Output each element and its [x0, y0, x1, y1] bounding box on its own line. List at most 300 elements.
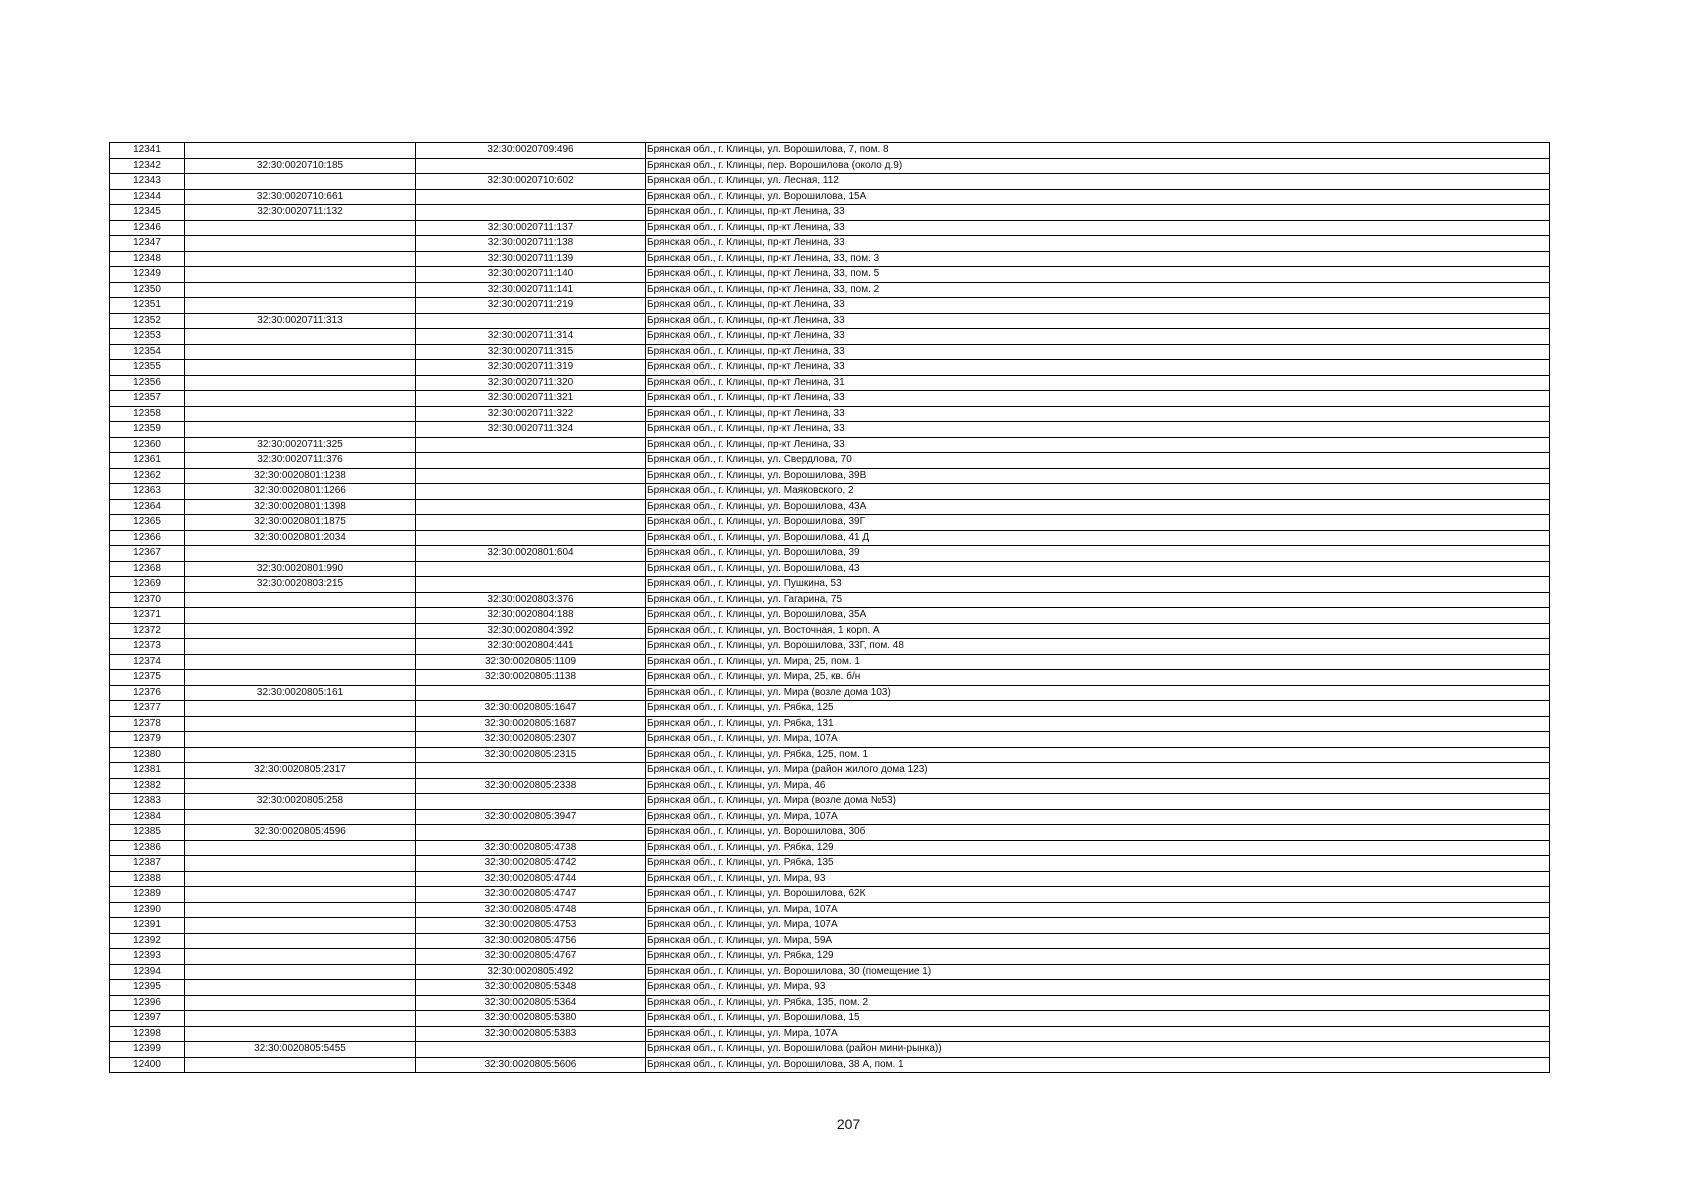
building-cadastral-number-cell: 32:30:0020709:496 — [416, 143, 646, 159]
address-cell: Брянская обл., г. Клинцы, ул. Рябка, 129 — [646, 949, 1550, 965]
land-cadastral-number-cell — [185, 995, 416, 1011]
land-cadastral-number-cell — [185, 778, 416, 794]
row-number-cell: 12360 — [110, 437, 185, 453]
row-number-cell: 12341 — [110, 143, 185, 159]
table-row — [110, 980, 1550, 996]
building-cadastral-number-cell: 32:30:0020804:188 — [416, 608, 646, 624]
row-number-cell: 12392 — [110, 933, 185, 949]
land-cadastral-number-cell — [185, 143, 416, 159]
building-cadastral-number-cell — [416, 499, 646, 515]
table-row — [110, 189, 1550, 205]
row-number-cell: 12345 — [110, 205, 185, 221]
table-row — [110, 313, 1550, 329]
records-sheet — [109, 142, 1549, 1073]
address-cell: Брянская обл., г. Клинцы, ул. Ворошилова, 43А — [646, 499, 1550, 515]
land-cadastral-number-cell — [185, 670, 416, 686]
address-cell: Брянская обл., г. Клинцы, пр-кт Ленина, 33 — [646, 329, 1550, 345]
table-row — [110, 344, 1550, 360]
row-number-cell: 12350 — [110, 282, 185, 298]
address-cell: Брянская обл., г. Клинцы, пр-кт Ленина, 33 — [646, 360, 1550, 376]
row-number-cell: 12371 — [110, 608, 185, 624]
land-cadastral-number-cell — [185, 654, 416, 670]
address-cell: Брянская обл., г. Клинцы, ул. Маяковского, 2 — [646, 484, 1550, 500]
building-cadastral-number-cell — [416, 205, 646, 221]
address-cell: Брянская обл., г. Клинцы, пр-кт Ленина, 33 — [646, 313, 1550, 329]
land-cadastral-number-cell — [185, 964, 416, 980]
land-cadastral-number-cell: 32:30:0020803:215 — [185, 577, 416, 593]
row-number-cell: 12389 — [110, 887, 185, 903]
building-cadastral-number-cell — [416, 158, 646, 174]
address-cell: Брянская обл., г. Клинцы, ул. Рябка, 125 — [646, 701, 1550, 717]
building-cadastral-number-cell: 32:30:0020805:4742 — [416, 856, 646, 872]
row-number-cell: 12384 — [110, 809, 185, 825]
table-row — [110, 778, 1550, 794]
building-cadastral-number-cell: 32:30:0020805:5606 — [416, 1057, 646, 1073]
row-number-cell: 12396 — [110, 995, 185, 1011]
building-cadastral-number-cell: 32:30:0020711:324 — [416, 422, 646, 438]
address-cell: Брянская обл., г. Клинцы, пр-кт Ленина, 33 — [646, 344, 1550, 360]
row-number-cell: 12343 — [110, 174, 185, 190]
address-cell: Брянская обл., г. Клинцы, ул. Мира, 107А — [646, 1026, 1550, 1042]
building-cadastral-number-cell: 32:30:0020711:320 — [416, 375, 646, 391]
table-row — [110, 298, 1550, 314]
row-number-cell: 12399 — [110, 1042, 185, 1058]
land-cadastral-number-cell: 32:30:0020801:1875 — [185, 515, 416, 531]
address-cell: Брянская обл., г. Клинцы, ул. Ворошилова, 62К — [646, 887, 1550, 903]
row-number-cell: 12349 — [110, 267, 185, 283]
building-cadastral-number-cell — [416, 1042, 646, 1058]
building-cadastral-number-cell: 32:30:0020805:5348 — [416, 980, 646, 996]
land-cadastral-number-cell: 32:30:0020711:313 — [185, 313, 416, 329]
address-cell: Брянская обл., г. Клинцы, пр-кт Ленина, 33 — [646, 406, 1550, 422]
row-number-cell: 12383 — [110, 794, 185, 810]
table-row — [110, 856, 1550, 872]
address-cell: Брянская обл., г. Клинцы, пр-кт Ленина, 33, пом. 5 — [646, 267, 1550, 283]
row-number-cell: 12394 — [110, 964, 185, 980]
address-cell: Брянская обл., г. Клинцы, ул. Мира, 59А — [646, 933, 1550, 949]
table-row — [110, 918, 1550, 934]
table-row — [110, 158, 1550, 174]
address-cell: Брянская обл., г. Клинцы, пр-кт Ленина, 33 — [646, 391, 1550, 407]
building-cadastral-number-cell: 32:30:0020711:319 — [416, 360, 646, 376]
land-cadastral-number-cell — [185, 1026, 416, 1042]
address-cell: Брянская обл., г. Клинцы, ул. Мира, 25, кв. б/н — [646, 670, 1550, 686]
address-cell: Брянская обл., г. Клинцы, пр-кт Ленина, 33, пом. 2 — [646, 282, 1550, 298]
table-row — [110, 577, 1550, 593]
address-cell: Брянская обл., г. Клинцы, ул. Ворошилова, 30 (помещение 1) — [646, 964, 1550, 980]
row-number-cell: 12355 — [110, 360, 185, 376]
address-cell: Брянская обл., г. Клинцы, ул. Рябка, 135 — [646, 856, 1550, 872]
table-row — [110, 902, 1550, 918]
building-cadastral-number-cell: 32:30:0020711:140 — [416, 267, 646, 283]
table-row — [110, 887, 1550, 903]
land-cadastral-number-cell — [185, 747, 416, 763]
records-table-body — [110, 143, 1550, 1073]
table-row — [110, 933, 1550, 949]
address-cell: Брянская обл., г. Клинцы, ул. Мира, 107А — [646, 732, 1550, 748]
land-cadastral-number-cell — [185, 546, 416, 562]
table-row — [110, 422, 1550, 438]
row-number-cell: 12366 — [110, 530, 185, 546]
address-cell: Брянская обл., г. Клинцы, пр-кт Ленина, 33 — [646, 422, 1550, 438]
address-cell: Брянская обл., г. Клинцы, ул. Восточная, 1 корп. А — [646, 623, 1550, 639]
table-row — [110, 220, 1550, 236]
land-cadastral-number-cell — [185, 360, 416, 376]
building-cadastral-number-cell: 32:30:0020805:4767 — [416, 949, 646, 965]
row-number-cell: 12374 — [110, 654, 185, 670]
table-row — [110, 1057, 1550, 1073]
land-cadastral-number-cell — [185, 592, 416, 608]
row-number-cell: 12382 — [110, 778, 185, 794]
table-row — [110, 747, 1550, 763]
row-number-cell: 12397 — [110, 1011, 185, 1027]
land-cadastral-number-cell — [185, 933, 416, 949]
building-cadastral-number-cell — [416, 484, 646, 500]
address-cell: Брянская обл., г. Клинцы, ул. Рябка, 135, пом. 2 — [646, 995, 1550, 1011]
building-cadastral-number-cell: 32:30:0020805:4747 — [416, 887, 646, 903]
row-number-cell: 12378 — [110, 716, 185, 732]
land-cadastral-number-cell — [185, 871, 416, 887]
row-number-cell: 12364 — [110, 499, 185, 515]
table-row — [110, 437, 1550, 453]
land-cadastral-number-cell: 32:30:0020801:2034 — [185, 530, 416, 546]
table-row — [110, 468, 1550, 484]
address-cell: Брянская обл., г. Клинцы, ул. Ворошилова, 39В — [646, 468, 1550, 484]
address-cell: Брянская обл., г. Клинцы, пр-кт Ленина, 31 — [646, 375, 1550, 391]
table-row — [110, 964, 1550, 980]
address-cell: Брянская обл., г. Клинцы, пер. Ворошилова (около д.9) — [646, 158, 1550, 174]
row-number-cell: 12381 — [110, 763, 185, 779]
address-cell: Брянская обл., г. Клинцы, ул. Ворошилова, 15 — [646, 1011, 1550, 1027]
land-cadastral-number-cell — [185, 608, 416, 624]
building-cadastral-number-cell: 32:30:0020805:1687 — [416, 716, 646, 732]
building-cadastral-number-cell: 32:30:0020711:137 — [416, 220, 646, 236]
land-cadastral-number-cell — [185, 980, 416, 996]
table-row — [110, 1011, 1550, 1027]
table-row — [110, 670, 1550, 686]
building-cadastral-number-cell — [416, 794, 646, 810]
table-row — [110, 654, 1550, 670]
row-number-cell: 12375 — [110, 670, 185, 686]
land-cadastral-number-cell — [185, 422, 416, 438]
table-row — [110, 530, 1550, 546]
land-cadastral-number-cell: 32:30:0020805:258 — [185, 794, 416, 810]
address-cell: Брянская обл., г. Клинцы, ул. Ворошилова, 38 А, пом. 1 — [646, 1057, 1550, 1073]
building-cadastral-number-cell: 32:30:0020805:5364 — [416, 995, 646, 1011]
address-cell: Брянская обл., г. Клинцы, ул. Свердлова, 70 — [646, 453, 1550, 469]
building-cadastral-number-cell — [416, 763, 646, 779]
address-cell: Брянская обл., г. Клинцы, пр-кт Ленина, 33, пом. 3 — [646, 251, 1550, 267]
row-number-cell: 12390 — [110, 902, 185, 918]
building-cadastral-number-cell: 32:30:0020711:219 — [416, 298, 646, 314]
address-cell: Брянская обл., г. Клинцы, ул. Рябка, 129 — [646, 840, 1550, 856]
building-cadastral-number-cell: 32:30:0020805:2307 — [416, 732, 646, 748]
land-cadastral-number-cell: 32:30:0020711:325 — [185, 437, 416, 453]
land-cadastral-number-cell: 32:30:0020805:2317 — [185, 763, 416, 779]
address-cell: Брянская обл., г. Клинцы, ул. Пушкина, 53 — [646, 577, 1550, 593]
row-number-cell: 12363 — [110, 484, 185, 500]
land-cadastral-number-cell — [185, 918, 416, 934]
land-cadastral-number-cell — [185, 220, 416, 236]
address-cell: Брянская обл., г. Клинцы, ул. Ворошилова, 39Г — [646, 515, 1550, 531]
table-row — [110, 515, 1550, 531]
table-row — [110, 406, 1550, 422]
land-cadastral-number-cell — [185, 639, 416, 655]
address-cell: Брянская обл., г. Клинцы, ул. Мира, 93 — [646, 980, 1550, 996]
row-number-cell: 12376 — [110, 685, 185, 701]
land-cadastral-number-cell — [185, 809, 416, 825]
table-row — [110, 251, 1550, 267]
building-cadastral-number-cell: 32:30:0020711:321 — [416, 391, 646, 407]
row-number-cell: 12393 — [110, 949, 185, 965]
page-number: 207 — [836, 1116, 861, 1132]
table-row — [110, 995, 1550, 1011]
building-cadastral-number-cell — [416, 453, 646, 469]
building-cadastral-number-cell — [416, 189, 646, 205]
table-row — [110, 732, 1550, 748]
land-cadastral-number-cell — [185, 1057, 416, 1073]
row-number-cell: 12372 — [110, 623, 185, 639]
building-cadastral-number-cell — [416, 437, 646, 453]
land-cadastral-number-cell — [185, 236, 416, 252]
table-row — [110, 592, 1550, 608]
table-row — [110, 840, 1550, 856]
land-cadastral-number-cell — [185, 949, 416, 965]
building-cadastral-number-cell: 32:30:0020711:315 — [416, 344, 646, 360]
address-cell: Брянская обл., г. Клинцы, пр-кт Ленина, 33 — [646, 437, 1550, 453]
table-row — [110, 825, 1550, 841]
row-number-cell: 12379 — [110, 732, 185, 748]
land-cadastral-number-cell: 32:30:0020711:376 — [185, 453, 416, 469]
table-row — [110, 701, 1550, 717]
land-cadastral-number-cell — [185, 732, 416, 748]
address-cell: Брянская обл., г. Клинцы, ул. Ворошилова, 39 — [646, 546, 1550, 562]
table-row — [110, 282, 1550, 298]
land-cadastral-number-cell — [185, 623, 416, 639]
table-row — [110, 561, 1550, 577]
row-number-cell: 12380 — [110, 747, 185, 763]
row-number-cell: 12352 — [110, 313, 185, 329]
address-cell: Брянская обл., г. Клинцы, ул. Мира, 46 — [646, 778, 1550, 794]
building-cadastral-number-cell: 32:30:0020710:602 — [416, 174, 646, 190]
building-cadastral-number-cell — [416, 685, 646, 701]
row-number-cell: 12347 — [110, 236, 185, 252]
address-cell: Брянская обл., г. Клинцы, пр-кт Ленина, 33 — [646, 298, 1550, 314]
land-cadastral-number-cell — [185, 887, 416, 903]
table-row — [110, 639, 1550, 655]
building-cadastral-number-cell: 32:30:0020805:5380 — [416, 1011, 646, 1027]
land-cadastral-number-cell — [185, 1011, 416, 1027]
building-cadastral-number-cell: 32:30:0020711:322 — [416, 406, 646, 422]
land-cadastral-number-cell — [185, 856, 416, 872]
land-cadastral-number-cell — [185, 391, 416, 407]
building-cadastral-number-cell: 32:30:0020804:392 — [416, 623, 646, 639]
building-cadastral-number-cell — [416, 313, 646, 329]
land-cadastral-number-cell — [185, 329, 416, 345]
building-cadastral-number-cell: 32:30:0020805:1109 — [416, 654, 646, 670]
building-cadastral-number-cell — [416, 468, 646, 484]
land-cadastral-number-cell — [185, 344, 416, 360]
table-row — [110, 1042, 1550, 1058]
address-cell: Брянская обл., г. Клинцы, ул. Ворошилова, 7, пом. 8 — [646, 143, 1550, 159]
building-cadastral-number-cell: 32:30:0020805:2338 — [416, 778, 646, 794]
land-cadastral-number-cell: 32:30:0020801:990 — [185, 561, 416, 577]
address-cell: Брянская обл., г. Клинцы, ул. Мира, 107А — [646, 809, 1550, 825]
building-cadastral-number-cell: 32:30:0020711:141 — [416, 282, 646, 298]
building-cadastral-number-cell: 32:30:0020805:4748 — [416, 902, 646, 918]
row-number-cell: 12354 — [110, 344, 185, 360]
building-cadastral-number-cell: 32:30:0020805:492 — [416, 964, 646, 980]
building-cadastral-number-cell: 32:30:0020805:1647 — [416, 701, 646, 717]
table-row — [110, 1026, 1550, 1042]
table-row — [110, 499, 1550, 515]
row-number-cell: 12386 — [110, 840, 185, 856]
address-cell: Брянская обл., г. Клинцы, ул. Мира, 25, пом. 1 — [646, 654, 1550, 670]
land-cadastral-number-cell: 32:30:0020711:132 — [185, 205, 416, 221]
row-number-cell: 12369 — [110, 577, 185, 593]
address-cell: Брянская обл., г. Клинцы, ул. Рябка, 131 — [646, 716, 1550, 732]
table-row — [110, 623, 1550, 639]
address-cell: Брянская обл., г. Клинцы, ул. Мира, 107А — [646, 902, 1550, 918]
table-row — [110, 949, 1550, 965]
building-cadastral-number-cell: 32:30:0020803:376 — [416, 592, 646, 608]
land-cadastral-number-cell — [185, 701, 416, 717]
row-number-cell: 12353 — [110, 329, 185, 345]
address-cell: Брянская обл., г. Клинцы, ул. Ворошилова, 30б — [646, 825, 1550, 841]
address-cell: Брянская обл., г. Клинцы, ул. Ворошилова, 41 Д — [646, 530, 1550, 546]
table-row — [110, 484, 1550, 500]
land-cadastral-number-cell — [185, 840, 416, 856]
table-row — [110, 809, 1550, 825]
row-number-cell: 12400 — [110, 1057, 185, 1073]
land-cadastral-number-cell: 32:30:0020805:5455 — [185, 1042, 416, 1058]
row-number-cell: 12356 — [110, 375, 185, 391]
building-cadastral-number-cell: 32:30:0020711:139 — [416, 251, 646, 267]
row-number-cell: 12365 — [110, 515, 185, 531]
building-cadastral-number-cell: 32:30:0020804:441 — [416, 639, 646, 655]
building-cadastral-number-cell: 32:30:0020805:4756 — [416, 933, 646, 949]
land-cadastral-number-cell — [185, 406, 416, 422]
land-cadastral-number-cell — [185, 902, 416, 918]
table-row — [110, 716, 1550, 732]
address-cell: Брянская обл., г. Клинцы, ул. Рябка, 125, пом. 1 — [646, 747, 1550, 763]
address-cell: Брянская обл., г. Клинцы, ул. Мира (возле дома 103) — [646, 685, 1550, 701]
row-number-cell: 12342 — [110, 158, 185, 174]
table-row — [110, 608, 1550, 624]
land-cadastral-number-cell — [185, 375, 416, 391]
land-cadastral-number-cell: 32:30:0020801:1266 — [185, 484, 416, 500]
row-number-cell: 12398 — [110, 1026, 185, 1042]
table-row — [110, 871, 1550, 887]
table-row — [110, 360, 1550, 376]
building-cadastral-number-cell: 32:30:0020805:4753 — [416, 918, 646, 934]
row-number-cell: 12377 — [110, 701, 185, 717]
land-cadastral-number-cell: 32:30:0020805:161 — [185, 685, 416, 701]
address-cell: Брянская обл., г. Клинцы, ул. Мира (возле дома №53) — [646, 794, 1550, 810]
address-cell: Брянская обл., г. Клинцы, ул. Ворошилова, 15А — [646, 189, 1550, 205]
row-number-cell: 12391 — [110, 918, 185, 934]
land-cadastral-number-cell: 32:30:0020801:1238 — [185, 468, 416, 484]
row-number-cell: 12351 — [110, 298, 185, 314]
table-row — [110, 685, 1550, 701]
address-cell: Брянская обл., г. Клинцы, ул. Лесная, 112 — [646, 174, 1550, 190]
building-cadastral-number-cell: 32:30:0020711:138 — [416, 236, 646, 252]
building-cadastral-number-cell: 32:30:0020805:3947 — [416, 809, 646, 825]
row-number-cell: 12344 — [110, 189, 185, 205]
address-cell: Брянская обл., г. Клинцы, ул. Гагарина, 75 — [646, 592, 1550, 608]
address-cell: Брянская обл., г. Клинцы, ул. Мира, 93 — [646, 871, 1550, 887]
table-row — [110, 267, 1550, 283]
land-cadastral-number-cell — [185, 282, 416, 298]
land-cadastral-number-cell: 32:30:0020710:661 — [185, 189, 416, 205]
table-row — [110, 391, 1550, 407]
row-number-cell: 12362 — [110, 468, 185, 484]
table-row — [110, 236, 1550, 252]
address-cell: Брянская обл., г. Клинцы, пр-кт Ленина, 33 — [646, 205, 1550, 221]
land-cadastral-number-cell: 32:30:0020710:185 — [185, 158, 416, 174]
address-cell: Брянская обл., г. Клинцы, ул. Ворошилова, 35А — [646, 608, 1550, 624]
building-cadastral-number-cell — [416, 825, 646, 841]
records-table — [109, 142, 1550, 1073]
land-cadastral-number-cell — [185, 267, 416, 283]
row-number-cell: 12395 — [110, 980, 185, 996]
land-cadastral-number-cell — [185, 298, 416, 314]
row-number-cell: 12388 — [110, 871, 185, 887]
row-number-cell: 12357 — [110, 391, 185, 407]
table-row — [110, 375, 1550, 391]
building-cadastral-number-cell — [416, 530, 646, 546]
building-cadastral-number-cell — [416, 561, 646, 577]
row-number-cell: 12358 — [110, 406, 185, 422]
table-row — [110, 205, 1550, 221]
table-row — [110, 329, 1550, 345]
address-cell: Брянская обл., г. Клинцы, пр-кт Ленина, 33 — [646, 236, 1550, 252]
building-cadastral-number-cell: 32:30:0020801:604 — [416, 546, 646, 562]
building-cadastral-number-cell: 32:30:0020805:1138 — [416, 670, 646, 686]
table-row — [110, 546, 1550, 562]
land-cadastral-number-cell: 32:30:0020805:4596 — [185, 825, 416, 841]
address-cell: Брянская обл., г. Клинцы, ул. Ворошилова, 43 — [646, 561, 1550, 577]
land-cadastral-number-cell — [185, 716, 416, 732]
address-cell: Брянская обл., г. Клинцы, ул. Мира (район жилого дома 123) — [646, 763, 1550, 779]
building-cadastral-number-cell: 32:30:0020711:314 — [416, 329, 646, 345]
address-cell: Брянская обл., г. Клинцы, ул. Ворошилова, 33Г, пом. 48 — [646, 639, 1550, 655]
land-cadastral-number-cell — [185, 251, 416, 267]
row-number-cell: 12387 — [110, 856, 185, 872]
building-cadastral-number-cell: 32:30:0020805:5383 — [416, 1026, 646, 1042]
row-number-cell: 12373 — [110, 639, 185, 655]
building-cadastral-number-cell: 32:30:0020805:2315 — [416, 747, 646, 763]
building-cadastral-number-cell — [416, 515, 646, 531]
row-number-cell: 12370 — [110, 592, 185, 608]
land-cadastral-number-cell — [185, 174, 416, 190]
row-number-cell: 12348 — [110, 251, 185, 267]
building-cadastral-number-cell — [416, 577, 646, 593]
row-number-cell: 12361 — [110, 453, 185, 469]
table-row — [110, 453, 1550, 469]
row-number-cell: 12359 — [110, 422, 185, 438]
building-cadastral-number-cell: 32:30:0020805:4744 — [416, 871, 646, 887]
table-row — [110, 143, 1550, 159]
address-cell: Брянская обл., г. Клинцы, ул. Ворошилова (район мини-рынка)) — [646, 1042, 1550, 1058]
land-cadastral-number-cell: 32:30:0020801:1398 — [185, 499, 416, 515]
table-row — [110, 174, 1550, 190]
address-cell: Брянская обл., г. Клинцы, ул. Мира, 107А — [646, 918, 1550, 934]
table-row — [110, 794, 1550, 810]
row-number-cell: 12346 — [110, 220, 185, 236]
row-number-cell: 12368 — [110, 561, 185, 577]
row-number-cell: 12367 — [110, 546, 185, 562]
